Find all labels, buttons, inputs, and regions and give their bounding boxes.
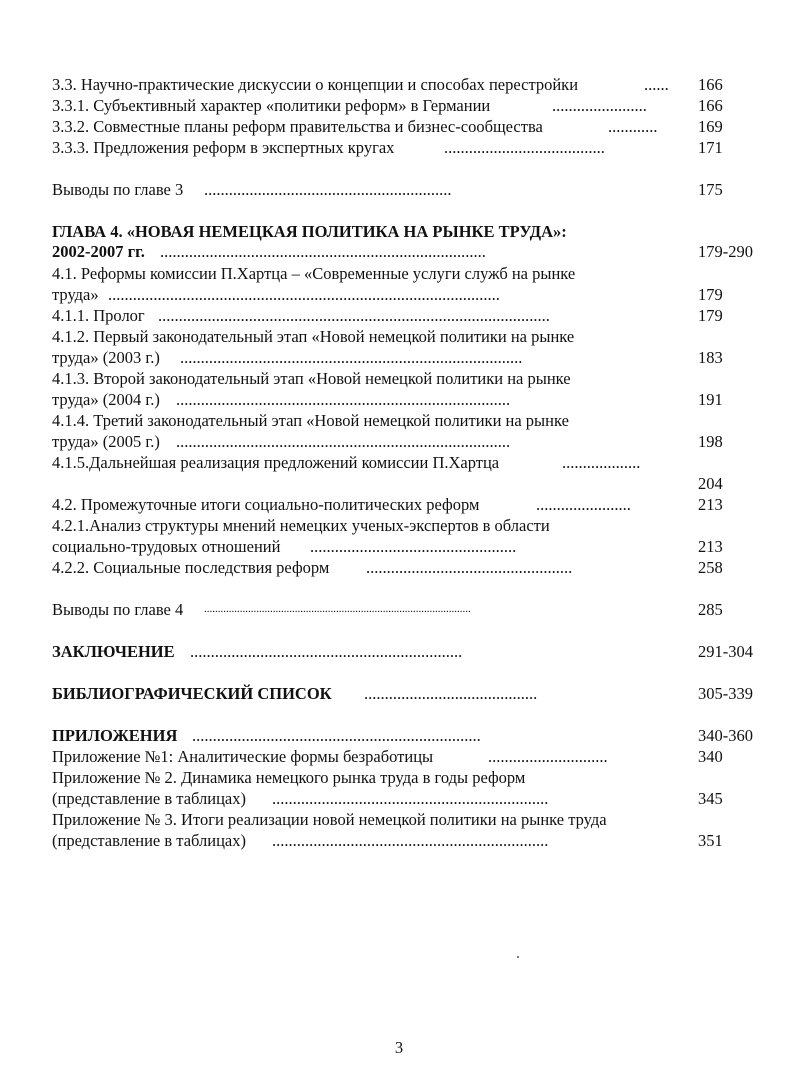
toc-entry-3-3-1: [52, 95, 762, 116]
toc-entry-4-1-5-page: [52, 473, 762, 494]
toc-leader-dots: ...................................................................: [272, 789, 549, 808]
toc-entry-text: труда»: [52, 285, 99, 304]
toc-page-number: 166: [698, 75, 723, 94]
toc-leader-dots: .................................................................................: [176, 390, 511, 409]
toc-entry-text: труда» (2004 г.): [52, 390, 160, 409]
toc-page-number: 171: [698, 138, 723, 157]
toc-entry-4-1-5: [52, 452, 762, 473]
toc-page-number: 198: [698, 432, 723, 451]
toc-entry-text: 3.3.3. Предложения реформ в экспертных кругах: [52, 138, 395, 157]
toc-entry-bibliography: [52, 683, 762, 704]
toc-entry-appendix-2-cont: [52, 788, 762, 809]
toc-entry-text: Приложение № 2. Динамика немецкого рынка труда в годы реформ: [52, 768, 526, 787]
toc-entry-text: труда» (2003 г.): [52, 348, 160, 367]
toc-entry-text: 2002-2007 гг.: [52, 242, 145, 261]
toc-entry-4-1-cont: [52, 284, 762, 305]
toc-leader-dots: .......................: [552, 96, 647, 115]
toc-leader-dots: ...............................................................................................: [108, 285, 500, 304]
toc-entry-text: 3.3.2. Совместные планы реформ правительства и бизнес-сообщества: [52, 117, 543, 136]
toc-entry-4-1-3: [52, 368, 762, 389]
toc-entry-4-1: [52, 263, 762, 284]
toc-page-number: 345: [698, 789, 723, 808]
toc-entry-4-1-2: [52, 326, 762, 347]
toc-page-number: 305-339: [698, 684, 753, 703]
toc-chapter-4-heading: [52, 221, 762, 242]
toc-leader-dots: ............: [608, 117, 658, 136]
toc-entry-4-1-2-cont: [52, 347, 762, 368]
toc-entry-appendix-3-cont: [52, 830, 762, 851]
toc-entry-text: 4.1.5.Дальнейшая реализация предложений комиссии П.Хартца: [52, 453, 500, 472]
page-number-footer: 3: [394, 1038, 404, 1057]
toc-entry-text: ЗАКЛЮЧЕНИЕ: [52, 642, 175, 661]
toc-entry-appendix-1: [52, 746, 762, 767]
toc-entry-text: Приложение №1: Аналитические формы безработицы: [52, 747, 434, 766]
toc-leader-dots: ............................................................: [204, 180, 452, 199]
toc-page-number: 175: [698, 180, 723, 199]
toc-entry-text: Выводы по главе 3: [52, 180, 184, 199]
toc-leader-dots: ...................................................................................: [180, 348, 523, 367]
toc-entry-text: Выводы по главе 4: [52, 600, 184, 619]
toc-entry-text: 4.1.3. Второй законодательный этап «Новой немецкой политики на рынке: [52, 369, 571, 388]
toc-entry-text: ПРИЛОЖЕНИЯ: [52, 726, 178, 745]
toc-entry-text: 3.3. Научно-практические дискуссии о концепции и способах перестройки: [52, 75, 579, 94]
toc-entry-conclusions-3: [52, 179, 762, 200]
toc-leader-dots: .................................................................................: [176, 432, 511, 451]
toc-entry-conclusions-4: [52, 599, 762, 620]
toc-leader-dots: .......................................: [444, 138, 605, 157]
toc-entry-text: Приложение № 3. Итоги реализации новой немецкой политики на рынке труда: [52, 810, 607, 829]
toc-entry-3-3-3: [52, 137, 762, 158]
toc-leader-dots: .............................: [488, 747, 608, 766]
toc-leader-dots: ...................: [562, 453, 641, 472]
toc-entry-appendices: [52, 725, 762, 746]
toc-entry-4-2-1: [52, 515, 762, 536]
toc-entry-text: 4.1. Реформы комиссии П.Хартца – «Современные услуги служб на рынке: [52, 264, 576, 283]
toc-leader-dots: ......................................................................: [192, 726, 481, 745]
toc-entry-appendix-2: [52, 767, 762, 788]
toc-entry-text: 4.1.1. Пролог: [52, 306, 145, 325]
toc-leader-dots: ..................................................................: [190, 642, 463, 661]
toc-page-number: 179: [698, 285, 723, 304]
toc-entry-3-3-2: [52, 116, 762, 137]
toc-entry-4-1-3-cont: [52, 389, 762, 410]
toc-page-number: 285: [698, 600, 723, 619]
toc-entry-4-2-2: [52, 557, 762, 578]
toc-leader-dots: ..................................................: [310, 537, 517, 556]
toc-entry-appendix-3: [52, 809, 762, 830]
toc-entry-4-1-1: [52, 305, 762, 326]
toc-page-number: 191: [698, 390, 723, 409]
toc-entry-4-2: [52, 494, 762, 515]
toc-entry-4-1-4-cont: [52, 431, 762, 452]
toc-entry-3-3: [52, 74, 762, 95]
scan-speck: [517, 956, 519, 958]
toc-page-number: 213: [698, 495, 723, 514]
toc-entry-text: 3.3.1. Субъективный характер «политики реформ» в Германии: [52, 96, 491, 115]
toc-page-number: 291-304: [698, 642, 753, 661]
toc-leader-dots: ...............................................................................: [160, 242, 486, 261]
toc-page-number: 179-290: [698, 242, 753, 261]
toc-leader-dots: ...............................................................................................: [158, 306, 550, 325]
toc-leader-dots: .......................: [536, 495, 631, 514]
toc-page-number: 169: [698, 117, 723, 136]
toc-leader-dots: ...................................................................: [272, 831, 549, 850]
toc-entry-text: (представление в таблицах): [52, 831, 246, 850]
toc-page-number: 204: [698, 474, 723, 493]
toc-entry-text: 4.2.2. Социальные последствия реформ: [52, 558, 330, 577]
toc-page-number: 340: [698, 747, 723, 766]
toc-entry-text: 4.1.2. Первый законодательный этап «Новой немецкой политики на рынке: [52, 327, 575, 346]
toc-page-number: 179: [698, 306, 723, 325]
toc-entry-text: труда» (2005 г.): [52, 432, 160, 451]
toc-entry-conclusion: [52, 641, 762, 662]
toc-entry-text: ГЛАВА 4. «НОВАЯ НЕМЕЦКАЯ ПОЛИТИКА НА РЫНКЕ ТРУДА»:: [52, 222, 567, 241]
toc-leader-dots: ..........................................: [364, 684, 538, 703]
toc-page-number: 166: [698, 96, 723, 115]
toc-entry-text: 4.2. Промежуточные итоги социально-политических реформ: [52, 495, 480, 514]
toc-entry-text: 4.1.4. Третий законодательный этап «Новой немецкой политики на рынке: [52, 411, 569, 430]
toc-page-number: 183: [698, 348, 723, 367]
toc-entry-4-2-1-cont: [52, 536, 762, 557]
toc-page-number: 351: [698, 831, 723, 850]
toc-entry-text: БИБЛИОГРАФИЧЕСКИЙ СПИСОК: [52, 684, 332, 703]
toc-entry-4-1-4: [52, 410, 762, 431]
toc-chapter-4-years: [52, 241, 762, 262]
toc-page-number: 213: [698, 537, 723, 556]
toc-entry-text: 4.2.1.Анализ структуры мнений немецких ученых-экспертов в области: [52, 516, 550, 535]
toc-entry-text: (представление в таблицах): [52, 789, 246, 808]
toc-leader-dots: ..................................................: [366, 558, 573, 577]
toc-page-number: 258: [698, 558, 723, 577]
toc-leader-dots: .................................................................................................: [204, 603, 471, 615]
toc-entry-text: социально-трудовых отношений: [52, 537, 281, 556]
toc-leader-dots: ......: [644, 75, 669, 94]
toc-page-number: 340-360: [698, 726, 753, 745]
